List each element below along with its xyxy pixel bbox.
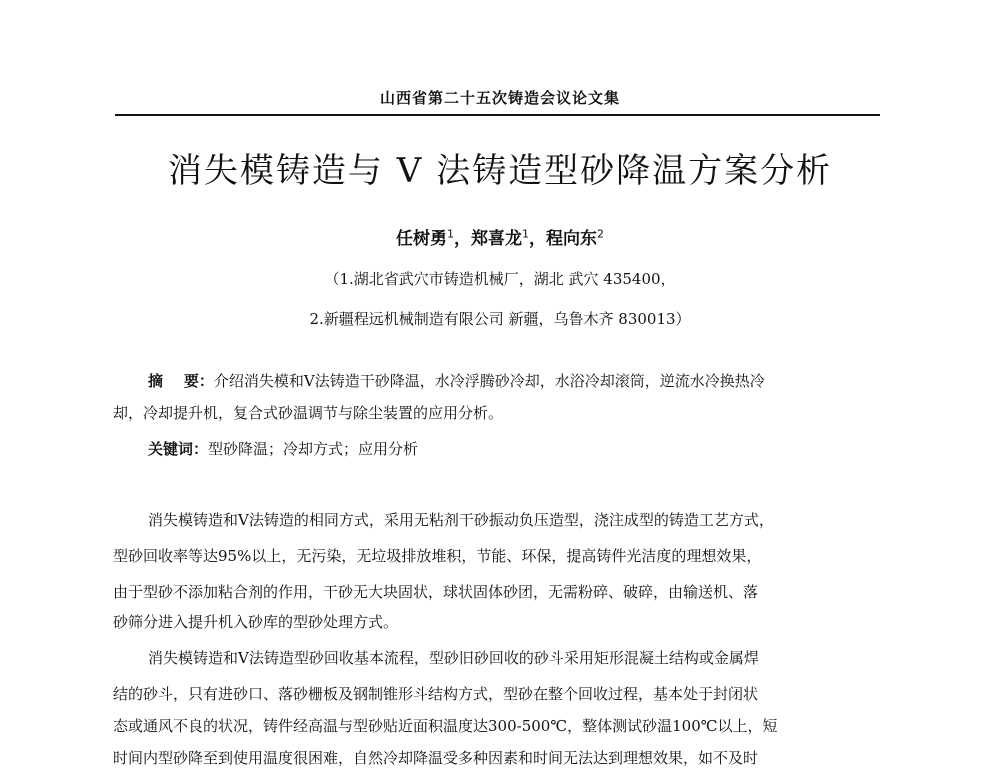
author-affiliation-mark: 1 <box>522 227 529 241</box>
paper-title: 消失模铸造与 V 法铸造型砂降温方案分析 <box>167 151 833 191</box>
keywords-text: 型砂降温；冷却方式；应用分析 <box>208 440 419 458</box>
body-line: 型砂回收率等达95%以上，无污染，无垃圾排放堆积，节能、环保，提高铸件光洁度的理想效果， <box>113 547 762 565</box>
author-affiliation-mark: 2 <box>597 227 604 241</box>
author-list <box>0 224 1000 249</box>
author-name: 任树勇 <box>396 229 447 249</box>
author-separator: ， <box>529 229 546 249</box>
body-line: 消失模铸造和V法铸造的相同方式，采用无粘剂干砂振动负压造型，浇注成型的铸造工艺方式， <box>148 511 774 529</box>
abstract-line <box>148 370 765 391</box>
body-line: 消失模铸造和V法铸造型砂回收基本流程，型砂旧砂回收的砂斗采用矩形混凝土结构或金属焊 <box>148 649 759 667</box>
author-affiliation-mark: 1 <box>447 227 454 241</box>
keywords-line <box>148 438 418 459</box>
abstract-text: 介绍消失模和V法铸造干砂降温，水冷浮腾砂冷却，水浴冷却滚筒，逆流水冷换热冷 <box>213 372 765 390</box>
author-separator: ， <box>454 229 471 249</box>
abstract-line: 却，冷却提升机，复合式砂温调节与除尘装置的应用分析。 <box>113 404 504 422</box>
author-name: 郑喜龙 <box>471 229 522 249</box>
abstract-label: 摘 要： <box>148 372 214 390</box>
body-line: 时间内型砂降至到使用温度很困难，自然冷却降温受多种因素和时间无法达到理想效果，如不及时 <box>113 749 759 767</box>
author-name: 程向东 <box>546 229 597 249</box>
body-line: 由于型砂不添加粘合剂的作用，干砂无大块固状，球状固体砂团，无需粉碎、破碎，由输送机、落 <box>113 583 759 601</box>
body-line: 结的砂斗，只有进砂口、落砂栅板及钢制锥形斗结构方式，型砂在整个回收过程，基本处于封闭状 <box>113 685 759 703</box>
affiliation-line: （1.湖北省武穴市铸造机械厂，湖北 武穴 435400， <box>324 270 676 288</box>
affiliation-line: 2.新疆程远机械制造有限公司 新疆，乌鲁木齐 830013） <box>309 310 691 328</box>
body-line: 砂筛分进入提升机入砂库的型砂处理方式。 <box>113 613 399 631</box>
running-header: 山西省第二十五次铸造会议论文集 <box>379 89 620 107</box>
body-line: 态或通风不良的状况，铸件经高温与型砂贴近面积温度达300-500℃，整体测试砂温100℃以上，短 <box>113 717 778 735</box>
header-rule <box>115 114 880 116</box>
keywords-label: 关键词： <box>148 440 209 458</box>
